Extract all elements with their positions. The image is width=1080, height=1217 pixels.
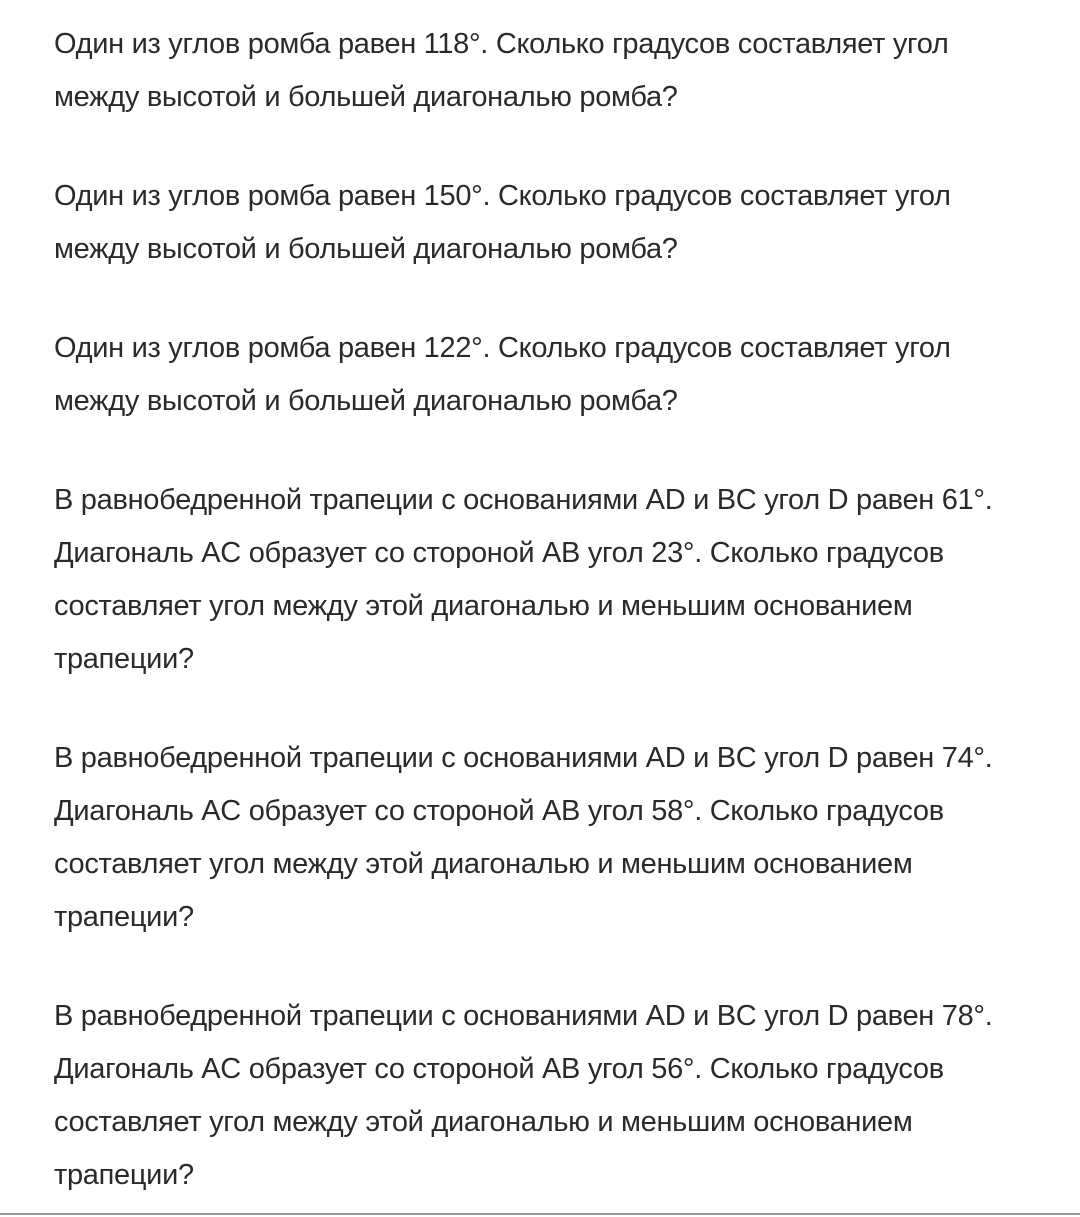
- problem-text-line: между высотой и большей диагональю ромба?: [54, 233, 678, 265]
- problem-rhombus-150: [54, 170, 1054, 276]
- problem-text-line: Диагональ AC образует со стороной AB угол 58°. Сколько градусов: [54, 795, 944, 827]
- problem-text-line: В равнобедренной трапеции с основаниями AD и BC угол D равен 78°.: [54, 1000, 993, 1032]
- problem-text-line: трапеции?: [54, 901, 194, 933]
- problem-text-line: Диагональ AC образует со стороной AB угол 23°. Сколько градусов: [54, 537, 944, 569]
- problem-text-line: В равнобедренной трапеции с основаниями AD и BC угол D равен 61°.: [54, 484, 993, 516]
- problem-rhombus-118: [54, 18, 1054, 124]
- problem-rhombus-122: [54, 322, 1054, 428]
- problem-text-line: В равнобедренной трапеции с основаниями AD и BC угол D равен 74°.: [54, 742, 993, 774]
- problem-text-line: Один из углов ромба равен 118°. Сколько градусов составляет угол: [54, 28, 949, 60]
- problem-list: [54, 18, 1054, 1202]
- problem-text-line: составляет угол между этой диагональю и меньшим основанием: [54, 1106, 913, 1138]
- problem-text-line: составляет угол между этой диагональю и меньшим основанием: [54, 848, 913, 880]
- problem-text-line: составляет угол между этой диагональю и меньшим основанием: [54, 590, 913, 622]
- bottom-divider: [0, 1213, 1080, 1215]
- problem-text-line: трапеции?: [54, 1159, 194, 1191]
- problem-trapezoid-74: [54, 732, 1054, 944]
- problem-text-line: Один из углов ромба равен 150°. Сколько градусов составляет угол: [54, 180, 951, 212]
- problem-trapezoid-61: [54, 474, 1054, 686]
- problem-text-line: между высотой и большей диагональю ромба?: [54, 385, 678, 417]
- problem-text-line: трапеции?: [54, 643, 194, 675]
- problem-text-line: Один из углов ромба равен 122°. Сколько градусов составляет угол: [54, 332, 951, 364]
- problem-text-line: между высотой и большей диагональю ромба?: [54, 81, 678, 113]
- problem-text-line: Диагональ AC образует со стороной AB угол 56°. Сколько градусов: [54, 1053, 944, 1085]
- problem-trapezoid-78: [54, 990, 1054, 1202]
